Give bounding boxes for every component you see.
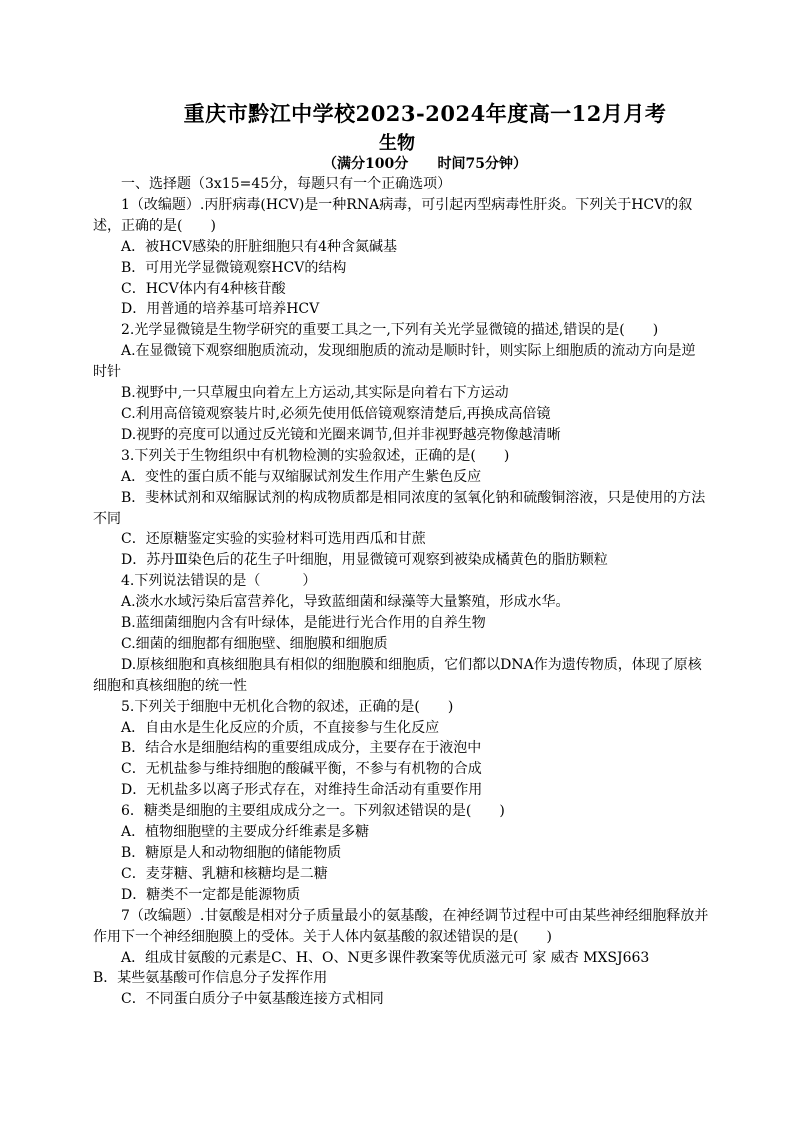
- question-2-option-a: A.在显微镜下观察细胞质流动，发现细胞质的流动是顺时针，则实际上细胞质的流动方向是逆时针: [93, 343, 696, 381]
- question-4-option-d: D.原核细胞和真核细胞具有相似的细胞膜和细胞质，它们都以DNA作为遗传物质，体现了原核细胞和真核细胞的统一性: [93, 656, 702, 694]
- question-5-option-b: B．结合水是细胞结构的重要组成成分，主要存在于液泡中: [121, 740, 482, 757]
- question-4-stem: 4.下列说法错误的是（ ）: [121, 573, 317, 590]
- question-2-stem: 2.光学显微镜是生物学研究的重要工具之一,下列有关光学显微镜的描述,错误的是( ): [121, 322, 659, 339]
- question-3-option-b: B．斐林试剂和双缩脲试剂的构成物质都是相同浓度的氢氧化钠和硫酸铜溶液，只是使用的方法不同: [93, 489, 706, 527]
- question-5-option-d: D．无机盐多以离子形式存在，对维持生命活动有重要作用: [121, 782, 483, 799]
- question-4-option-c: C.细菌的细胞都有细胞壁、细胞膜和细胞质: [121, 635, 388, 652]
- question-5-stem: 5.下列关于细胞中无机化合物的叙述，正确的是( ): [121, 698, 454, 715]
- question-1-option-b: B．可用光学显微镜观察HCV的结构: [121, 259, 347, 276]
- question-3-option-a: A．变性的蛋白质不能与双缩脲试剂发生作用产生紫色反应: [121, 468, 482, 485]
- question-6-option-d: D．糖类不一定都是能源物质: [121, 886, 301, 903]
- question-2-option-d: D.视野的亮度可以通过反光镜和光圈来调节,但并非视野越亮物像越清晰: [121, 426, 561, 443]
- question-6-option-c: C．麦芽糖、乳糖和核糖均是二糖: [121, 865, 328, 882]
- question-2-option-b: B.视野中,一只草履虫向着左上方运动,其实际是向着右下方运动: [121, 385, 509, 402]
- question-1-option-c: C．HCV体内有4种核苷酸: [121, 280, 286, 297]
- question-7-option-b: B．某些氨基酸可作信息分子发挥作用: [93, 970, 328, 987]
- question-7-stem: 7（改编题）.甘氨酸是相对分子质量最小的氨基酸，在神经调节过程中可由某些神经细胞释放并作用下一个神经细胞膜上的受体。关于人体内氨基酸的叙述错误的是( ): [93, 907, 709, 945]
- question-1-option-a: A．被HCV感染的肝脏细胞只有4种含氮碱基: [121, 238, 398, 255]
- question-4-option-a: A.淡水水域污染后富营养化，导致蓝细菌和绿藻等大量繁殖，形成水华。: [121, 594, 570, 611]
- question-3-option-c: C．还原糖鉴定实验的实验材料可选用西瓜和甘蔗: [121, 531, 426, 548]
- question-3-stem: 3.下列关于生物组织中有机物检测的实验叙述，正确的是( ): [121, 447, 510, 464]
- question-6-option-a: A．植物细胞壁的主要成分纤维素是多糖: [121, 824, 370, 841]
- question-4-option-b: B.蓝细菌细胞内含有叶绿体，是能进行光合作用的自养生物: [121, 615, 486, 632]
- exam-info: （满分100分 时间75分钟）: [323, 156, 527, 172]
- question-1-option-d: D．用普通的培养基可培养HCV: [121, 301, 320, 318]
- question-5-option-a: A．自由水是生化反应的介质，不直接参与生化反应: [121, 719, 440, 736]
- question-7-option-c: C．不同蛋白质分子中氨基酸连接方式相同: [121, 991, 384, 1008]
- question-6-option-b: B．糖原是人和动物细胞的储能物质: [121, 845, 342, 861]
- question-7-option-a: A．组成甘氨酸的元素是C、H、O、N更多课件教案等优质滋元可 家 威杏 MXSJ663: [121, 949, 650, 966]
- question-2-option-c: C.利用高倍镜观察装片时,必须先使用低倍镜观察清楚后,再换成高倍镜: [121, 405, 551, 422]
- exam-content: [93, 174, 709, 1010]
- exam-subject: 生物: [379, 133, 415, 154]
- question-5-option-c: C．无机盐参与维持细胞的酸碱平衡，不参与有机物的合成: [121, 761, 482, 778]
- question-6-stem: 6．糖类是细胞的主要组成成分之一。下列叙述错误的是( ): [121, 803, 505, 820]
- question-3-option-d: D．苏丹Ⅲ染色后的花生子叶细胞，用显微镜可观察到被染成橘黄色的脂肪颗粒: [121, 552, 608, 569]
- question-1-stem: 1（改编题）.丙肝病毒(HCV)是一种RNA病毒，可引起丙型病毒性肝炎。下列关于HCV的叙述，正确的是( ): [93, 196, 693, 234]
- section-heading: 一、选择题（3x15=45分，每题只有一个正确选项）: [121, 176, 452, 192]
- exam-title: 重庆市黔江中学校2023-2024年度高一12月月考: [183, 101, 667, 126]
